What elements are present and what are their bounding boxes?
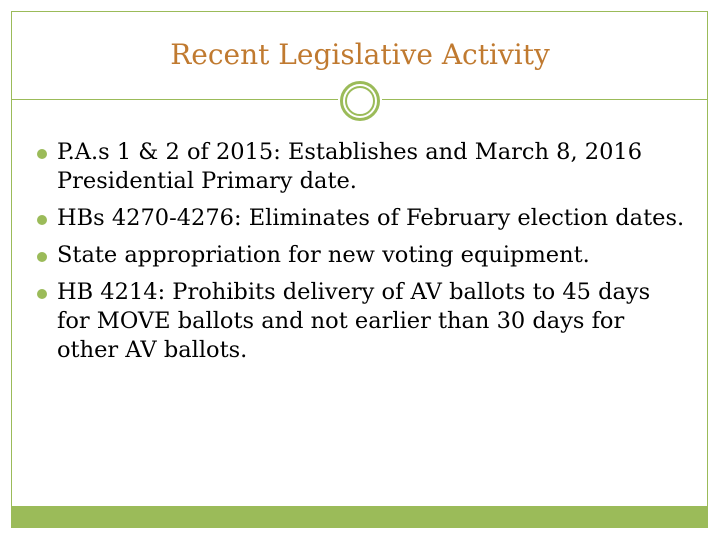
bullet-icon	[37, 289, 47, 299]
bullet-text: HB 4214: Prohibits delivery of AV ballots to 45 days for MOVE ballots and not earlier than 30 days for other AV ballots.	[57, 279, 651, 363]
bullet-text: State appropriation for new voting equipment.	[57, 242, 590, 268]
title-divider-left	[12, 99, 338, 100]
bullet-icon	[37, 215, 47, 225]
slide-title: Recent Legislative Activity	[170, 38, 550, 71]
bullet-text: P.A.s 1 & 2 of 2015: Establishes and March 8, 2016 Presidential Primary date.	[57, 139, 643, 194]
bullet-text: HBs 4270-4276: Eliminates of February election dates.	[57, 205, 685, 231]
bullet-item	[37, 278, 687, 365]
bullet-item	[37, 204, 687, 233]
bullet-icon	[37, 149, 47, 159]
footer-bar	[12, 506, 708, 527]
bullet-item	[37, 138, 687, 196]
bullet-item	[37, 241, 687, 270]
bullet-icon	[37, 252, 47, 262]
bullet-list	[37, 138, 687, 373]
title-divider-right	[382, 99, 708, 100]
ring-icon	[340, 81, 380, 121]
